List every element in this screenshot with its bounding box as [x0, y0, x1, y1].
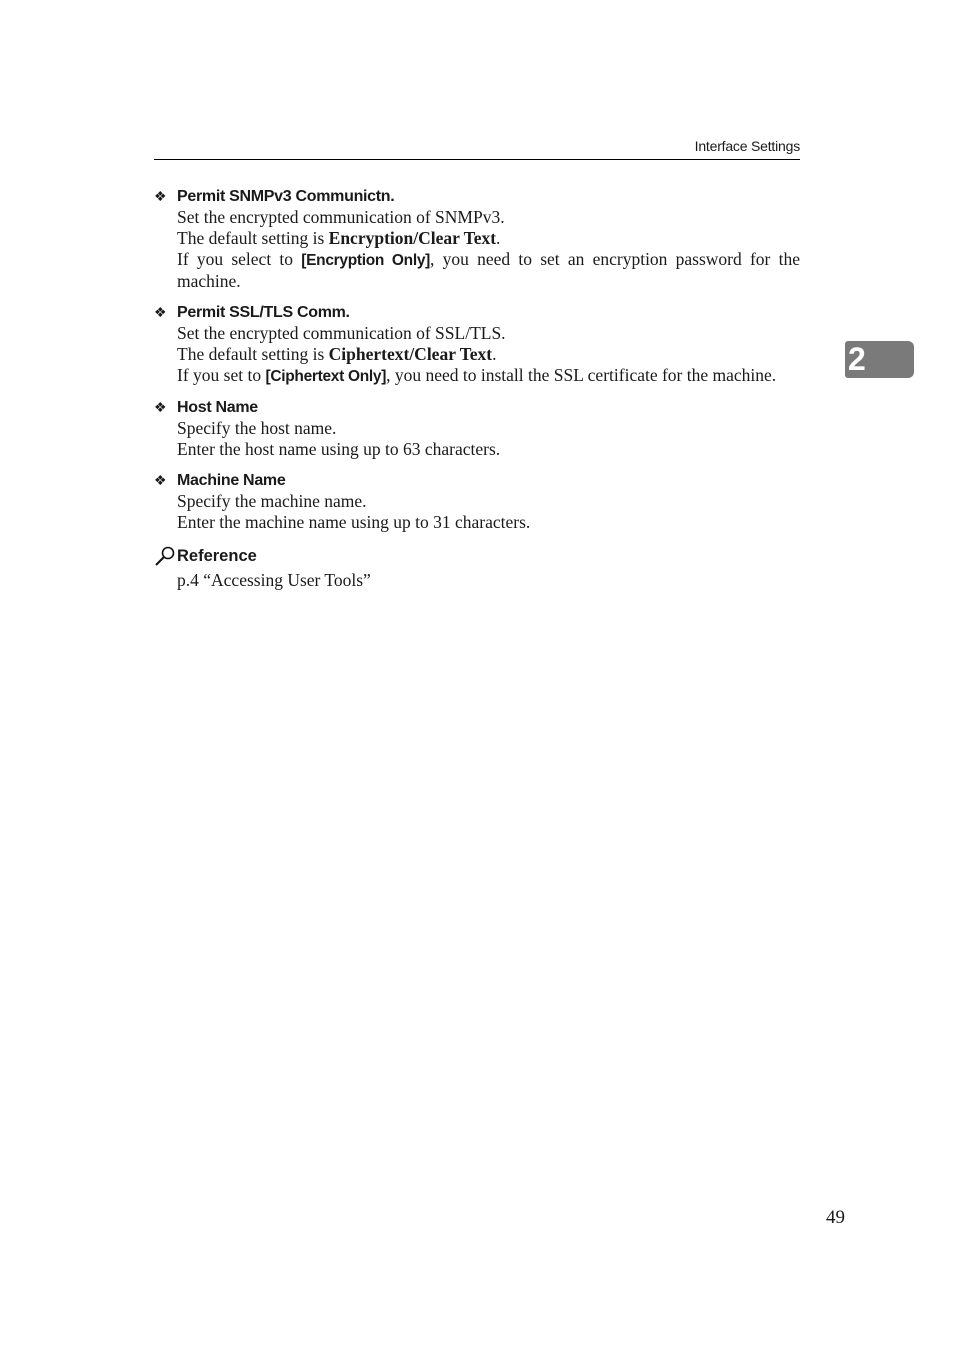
option-key: [Encryption Only]: [301, 252, 431, 269]
setting-item-ssl-tls: [154, 302, 800, 387]
item-heading-text: Machine Name: [177, 472, 286, 489]
setting-item-snmpv3: [154, 186, 800, 292]
item-heading: [154, 302, 800, 323]
diamond-icon: ❖: [154, 304, 167, 320]
item-body: [177, 418, 800, 460]
setting-item-machine-name: [154, 470, 800, 533]
item-description: Specify the host name.: [177, 418, 337, 438]
item-limit: Enter the host name using up to 63 characters.: [177, 439, 501, 459]
page-content: [154, 186, 800, 593]
note-prefix: If you set to: [177, 365, 266, 385]
item-heading: [154, 397, 800, 418]
page-number: 49: [826, 1207, 845, 1228]
reference-section: [154, 545, 800, 593]
note-prefix: If you select to: [177, 249, 302, 269]
item-heading: [154, 470, 800, 491]
reference-heading-text: Reference: [177, 547, 257, 565]
default-value: Encryption/Clear Text: [328, 228, 497, 248]
default-prefix: The default setting is: [177, 344, 329, 364]
diamond-icon: ❖: [154, 472, 167, 488]
diamond-icon: ❖: [154, 399, 167, 415]
reference-link[interactable]: p.4 “Accessing User Tools”: [177, 570, 371, 590]
item-heading: [154, 186, 800, 207]
item-description: Set the encrypted communication of SSL/TLS.: [177, 323, 506, 343]
reference-heading: [154, 545, 800, 567]
setting-item-host-name: [154, 397, 800, 460]
item-note: [177, 249, 800, 292]
item-heading-text: Permit SNMPv3 Communictn.: [177, 188, 395, 205]
default-prefix: The default setting is: [177, 228, 329, 248]
chapter-tab: 2: [845, 341, 914, 378]
note-suffix: , you need to install the SSL certificate for the machine.: [386, 365, 777, 385]
item-heading-text: Host Name: [177, 399, 258, 416]
header-rule: [154, 159, 800, 160]
item-default: [177, 344, 800, 365]
item-description: Set the encrypted communication of SNMPv3.: [177, 207, 505, 227]
item-heading-text: Permit SSL/TLS Comm.: [177, 304, 350, 321]
default-suffix: .: [496, 228, 501, 248]
diamond-icon: ❖: [154, 188, 167, 204]
note-suffix: , you need to set an encryption password for the machine.: [177, 249, 800, 291]
item-limit: Enter the machine name using up to 31 characters.: [177, 512, 531, 532]
item-body: [177, 207, 800, 292]
option-key: [Ciphertext Only]: [265, 368, 387, 385]
running-header-title: Interface Settings: [694, 138, 800, 154]
item-body: [177, 323, 800, 387]
item-default: [177, 228, 800, 249]
item-body: [177, 491, 800, 533]
magnifier-icon: [154, 545, 177, 567]
item-note: [177, 365, 800, 387]
default-value: Ciphertext/Clear Text: [328, 344, 493, 364]
item-description: Specify the machine name.: [177, 491, 367, 511]
default-suffix: .: [492, 344, 497, 364]
